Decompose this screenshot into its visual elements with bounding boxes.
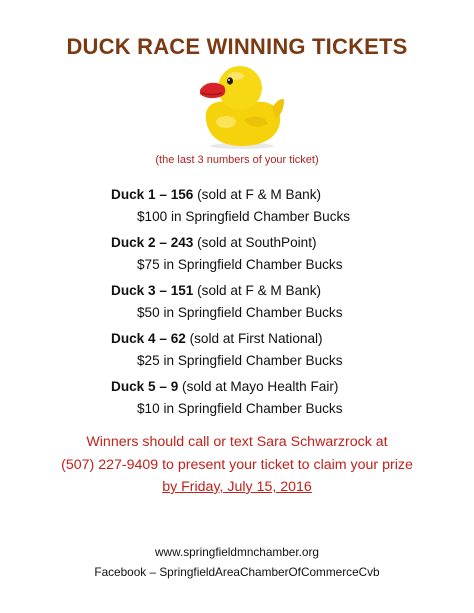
prize: $100 in Springfield Chamber Bucks	[137, 209, 351, 224]
prize: $75 in Springfield Chamber Bucks	[137, 257, 343, 272]
winners-notice	[0, 431, 474, 499]
subtitle: (the last 3 numbers of your ticket)	[155, 154, 319, 166]
duck-number: Duck 3 – 151	[111, 283, 194, 298]
sold-location: (sold at SouthPoint)	[193, 235, 317, 250]
prize: $50 in Springfield Chamber Bucks	[137, 305, 343, 320]
winners-line-2: (507) 227-9409 to present your ticket to claim your prize	[61, 456, 413, 473]
duck-entry-3	[111, 280, 451, 328]
duck-number: Duck 4 – 62	[111, 331, 186, 346]
duck-entry-2	[111, 232, 451, 280]
duck-entry-5	[111, 376, 451, 424]
winners-line-1: Winners should call or text Sara Schwarzrock at	[86, 434, 388, 450]
footer	[0, 542, 474, 582]
duck-number: Duck 2 – 243	[111, 235, 194, 250]
sold-location: (sold at F & M Bank)	[193, 187, 322, 202]
deadline-date: by Friday, July 15, 2016	[162, 479, 312, 495]
rubber-duck-icon	[196, 62, 286, 150]
duck-number: Duck 1 – 156	[111, 187, 194, 202]
sold-location: (sold at F & M Bank)	[193, 283, 322, 298]
prize: $25 in Springfield Chamber Bucks	[137, 353, 343, 368]
duck-entry-1	[111, 184, 451, 232]
duck-entry-4	[111, 328, 451, 376]
prize: $10 in Springfield Chamber Bucks	[137, 401, 343, 416]
duck-number: Duck 5 – 9	[111, 379, 179, 394]
winning-ducks-list	[111, 184, 451, 424]
sold-location: (sold at First National)	[185, 331, 323, 346]
page-title: DUCK RACE WINNING TICKETS	[66, 34, 408, 59]
facebook-link[interactable]: Facebook – SpringfieldAreaChamberOfCommerceCvb	[94, 565, 380, 579]
website-link[interactable]: www.springfieldmnchamber.org	[155, 545, 319, 559]
sold-location: (sold at Mayo Health Fair)	[178, 379, 339, 394]
